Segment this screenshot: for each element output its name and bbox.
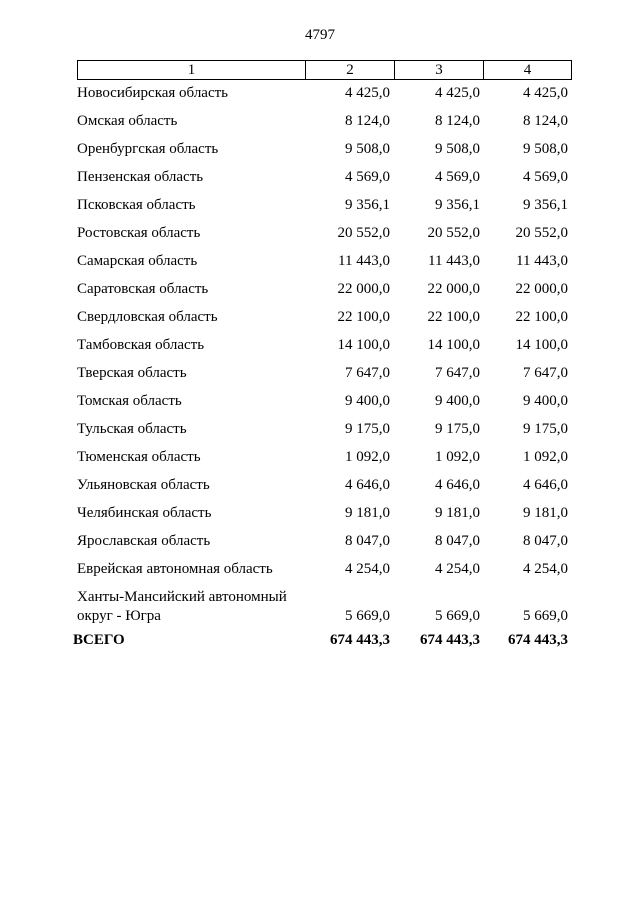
value-col-2: 20 552,0 <box>337 225 390 241</box>
region-name: Тверская область <box>77 365 187 381</box>
region-name: Еврейская автономная область <box>77 561 273 577</box>
value-col-2: 9 181,0 <box>345 505 390 521</box>
value-col-4: 8 124,0 <box>523 113 568 129</box>
page-number: 4797 <box>305 27 335 43</box>
column-header-row <box>78 61 572 80</box>
value-col-3: 14 100,0 <box>427 337 480 353</box>
total-value-col-3: 674 443,3 <box>420 632 480 648</box>
value-col-3: 1 092,0 <box>435 449 480 465</box>
column-header-1: 1 <box>78 61 306 80</box>
value-col-2: 8 047,0 <box>345 533 390 549</box>
region-name: Тюменская область <box>77 449 201 465</box>
value-col-2: 5 669,0 <box>345 608 390 624</box>
region-name: Ханты-Мансийский автономный округ - Югра <box>77 589 287 624</box>
value-col-3: 4 254,0 <box>435 561 480 577</box>
value-col-2: 4 425,0 <box>345 85 390 101</box>
value-col-2: 9 508,0 <box>345 141 390 157</box>
region-name: Самарская область <box>77 253 198 269</box>
value-col-4: 9 400,0 <box>523 393 568 409</box>
value-col-3: 20 552,0 <box>427 225 480 241</box>
value-col-3: 5 669,0 <box>435 608 480 624</box>
value-col-4: 22 000,0 <box>515 281 568 297</box>
region-name: Ростовская область <box>77 225 201 241</box>
value-col-2: 9 356,1 <box>345 197 390 213</box>
value-col-4: 20 552,0 <box>515 225 568 241</box>
value-col-2: 4 569,0 <box>345 169 390 185</box>
value-col-4: 7 647,0 <box>523 365 568 381</box>
value-col-3: 8 124,0 <box>435 113 480 129</box>
value-col-4: 4 569,0 <box>523 169 568 185</box>
column-header-4: 4 <box>484 61 572 80</box>
region-name: Пензенская область <box>77 169 204 185</box>
region-name: Оренбургская область <box>77 141 219 157</box>
value-col-3: 9 400,0 <box>435 393 480 409</box>
region-name: Тульская область <box>77 421 187 437</box>
region-name: Челябинская область <box>77 505 212 521</box>
value-col-4: 11 443,0 <box>516 253 568 269</box>
value-col-4: 4 646,0 <box>523 477 568 493</box>
value-col-3: 4 425,0 <box>435 85 480 101</box>
value-col-2: 4 646,0 <box>345 477 390 493</box>
value-col-4: 1 092,0 <box>523 449 568 465</box>
total-value-col-2: 674 443,3 <box>330 632 390 648</box>
region-name: Омская область <box>77 113 178 129</box>
column-header-3: 3 <box>395 61 484 80</box>
value-col-3: 9 508,0 <box>435 141 480 157</box>
value-col-4: 9 181,0 <box>523 505 568 521</box>
value-col-3: 22 000,0 <box>427 281 480 297</box>
value-col-2: 11 443,0 <box>338 253 390 269</box>
value-col-4: 4 254,0 <box>523 561 568 577</box>
region-name: Саратовская область <box>77 281 209 297</box>
value-col-3: 11 443,0 <box>428 253 480 269</box>
value-col-3: 4 569,0 <box>435 169 480 185</box>
value-col-2: 8 124,0 <box>345 113 390 129</box>
value-col-4: 9 175,0 <box>523 421 568 437</box>
value-col-2: 22 000,0 <box>337 281 390 297</box>
value-col-2: 4 254,0 <box>345 561 390 577</box>
value-col-3: 22 100,0 <box>427 309 480 325</box>
value-col-4: 9 356,1 <box>523 197 568 213</box>
value-col-4: 14 100,0 <box>515 337 568 353</box>
value-col-4: 22 100,0 <box>515 309 568 325</box>
region-name: Псковская область <box>77 197 196 213</box>
value-col-3: 9 181,0 <box>435 505 480 521</box>
region-name: Новосибирская область <box>77 85 229 101</box>
region-name: Свердловская область <box>77 309 218 325</box>
value-col-3: 8 047,0 <box>435 533 480 549</box>
value-col-2: 9 400,0 <box>345 393 390 409</box>
region-name: Ярославская область <box>77 533 211 549</box>
value-col-2: 1 092,0 <box>345 449 390 465</box>
value-col-2: 7 647,0 <box>345 365 390 381</box>
region-name: Тамбовская область <box>77 337 205 353</box>
value-col-4: 8 047,0 <box>523 533 568 549</box>
column-header-2: 2 <box>306 61 395 80</box>
value-col-2: 22 100,0 <box>337 309 390 325</box>
value-col-3: 9 175,0 <box>435 421 480 437</box>
value-col-4: 5 669,0 <box>523 608 568 624</box>
value-col-4: 4 425,0 <box>523 85 568 101</box>
value-col-3: 9 356,1 <box>435 197 480 213</box>
value-col-3: 4 646,0 <box>435 477 480 493</box>
total-value-col-4: 674 443,3 <box>508 632 568 648</box>
region-name: Томская область <box>77 393 182 409</box>
value-col-2: 9 175,0 <box>345 421 390 437</box>
region-name: Ульяновская область <box>77 477 210 493</box>
total-label: ВСЕГО <box>73 632 125 648</box>
value-col-3: 7 647,0 <box>435 365 480 381</box>
value-col-4: 9 508,0 <box>523 141 568 157</box>
column-header-table <box>77 60 572 80</box>
value-col-2: 14 100,0 <box>337 337 390 353</box>
